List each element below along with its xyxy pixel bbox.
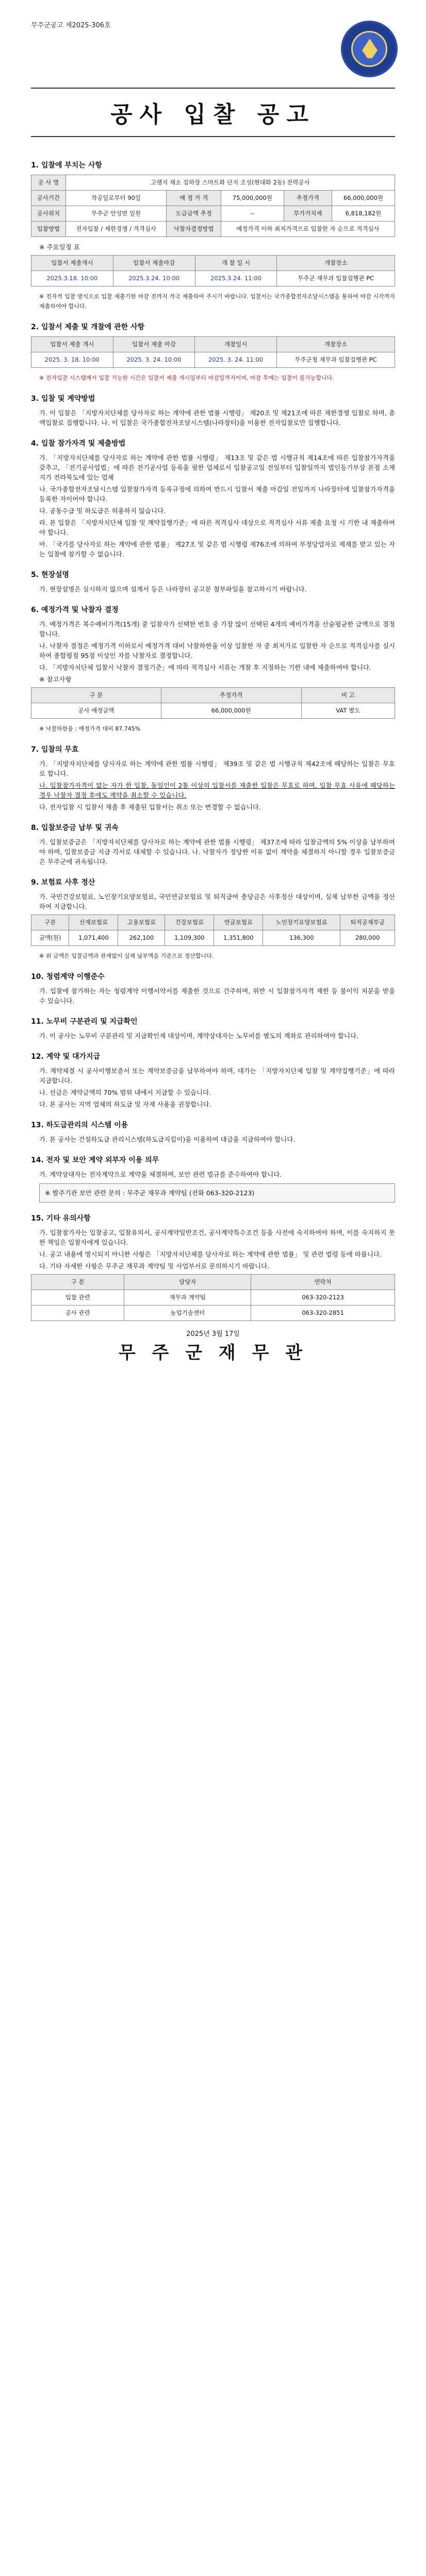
table-header: 입찰서 제출 마감 <box>113 337 195 352</box>
section-1-heading: 1. 입찰에 부치는 사항 <box>31 161 102 170</box>
table-header: 개찰장소 <box>277 256 395 271</box>
table-cell: 063-320-2123 <box>251 1290 395 1306</box>
table-cell: 공사 예정금액 <box>31 703 161 719</box>
section-15-heading: 15. 기타 유의사항 <box>31 1214 91 1223</box>
table-header: 입찰서 제출 개시 <box>31 337 113 352</box>
table-cell: 예정가격 이하 최저가격으로 입찰한 자 순으로 적격심사 <box>221 222 395 237</box>
table-cell: 2025. 3. 24. 11:00 <box>195 352 277 368</box>
table-cell: 부가가치세 <box>284 206 332 222</box>
table-title: ※ 참고사항 <box>39 675 72 683</box>
section-5-text: 가. 현장설명은 실시하지 않으며 설계서 등은 나라장터 공고문 첨부파일을 참고하시기 바랍니다. <box>39 585 307 593</box>
table-cell: 추정가격 <box>284 191 332 206</box>
table-cell: 280,000 <box>340 930 395 946</box>
list-item: 다. 기타 자세한 사항은 무주군 재무과 계약팀 및 사업부서로 문의하시기 바랍니다. <box>39 1262 270 1270</box>
table-header: 건강보험료 <box>165 915 214 930</box>
section-2-note: ※ 전자입찰 시스템에서 입찰 가능한 시간은 입찰서 제출 개시일부터 마감일까지이며, 마감 후에는 입찰이 불가능합니다. <box>39 375 334 381</box>
table-cell: 262,100 <box>118 930 165 946</box>
table-header: 입찰서 제출마감 <box>113 256 195 271</box>
section-9-heading: 9. 보험료 사후 정산 <box>31 878 95 887</box>
table-cell: VAT 별도 <box>301 703 395 719</box>
list-item: 다. 본 공사는 지역 업체의 하도급 및 자재 사용을 권장합니다. <box>39 1100 211 1108</box>
section-10-heading: 10. 청렴계약 이행준수 <box>31 973 105 981</box>
table-cell: 66,000,000원 <box>161 703 301 719</box>
table-header: 비 고 <box>301 688 395 703</box>
section-8-text: 가. 입찰보증금은 「지방자치단체를 당사자로 하는 계약에 관한 법률 시행령」 제37조에 따라 입찰금액의 5% 이상을 납부하여야 하며, 입찰보증금 지급 각서로 대체할 수 있습니다. 나. 낙찰자가 정당한 이유 없이 계약을 체결하지 아니할 경우 입찰보증금은 무주군에 귀속됩니다. <box>39 838 395 866</box>
section-12-heading: 12. 계약 및 대가지급 <box>31 1053 101 1061</box>
section-8-heading: 8. 입찰보증금 납부 및 귀속 <box>31 824 119 832</box>
list-item: 나. 낙찰자 결정은 예정가격 이하로서 예정가격 대비 낙찰하한율 이상 입찰한 자 중 최저가로 입찰한 자 순으로 적격심사를 실시하여 종합평점 95점 이상인 자를 낙찰자로 결정합니다. <box>39 642 395 659</box>
section-5-heading: 5. 현장설명 <box>31 571 70 579</box>
project-info-table <box>31 175 395 237</box>
table-header: 추정가격 <box>161 688 301 703</box>
table-header: 개찰일시 <box>195 337 277 352</box>
table-cell: 2025.3.24. 10:00 <box>113 271 195 286</box>
section-14-heading: 14. 전자 및 보안 계약 외부자 이용 의무 <box>31 1156 159 1164</box>
section-11-heading: 11. 노무비 구분관리 및 지급확인 <box>31 1018 138 1026</box>
table-cell: 1,351,800 <box>214 930 263 946</box>
list-item: 다. 「지방자치단체 입찰시 낙찰자 결정기준」에 따라 적격심사 서류는 개찰 후 지정하는 기한 내에 제출하여야 합니다. <box>39 664 372 671</box>
table-cell: 6,818,182원 <box>332 206 395 222</box>
table-header: 퇴직공제부금 <box>340 915 395 930</box>
table-header: 노인장기요양보험료 <box>263 915 340 930</box>
table-cell: 재무과 계약팀 <box>124 1290 251 1306</box>
table-cell: 입찰 관련 <box>31 1290 124 1306</box>
bid-schedule-table <box>31 336 395 368</box>
table-cell: 금액(원) <box>31 930 69 946</box>
table-cell: 공사위치 <box>31 206 66 222</box>
table-header: 개 찰 일 시 <box>195 256 277 271</box>
section-1-note: ※ 전자적 입찰 방식으로 입찰 제출기한 마감 전까지 적극 제출하여 주시기 바랍니다. 입찰서는 국가종합전자조달시스템을 통하여 마감 시각까지 제출하여야 합니다. <box>39 293 395 310</box>
table-header: 담당자 <box>124 1275 251 1290</box>
table-cell: 2025. 3. 18. 10:00 <box>31 352 113 368</box>
section-13-heading: 13. 하도급관리의 시스템 이용 <box>31 1121 128 1129</box>
issuer-name: 무 주 군 재 무 관 <box>118 1343 308 1363</box>
section-2-heading: 2. 입찰서 제출 및 개찰에 관한 사항 <box>31 323 145 331</box>
table-cell: 예 정 가 격 <box>167 191 221 206</box>
county-emblem-icon <box>341 21 398 77</box>
table-header: 개찰장소 <box>276 337 395 352</box>
estimate-table <box>31 687 395 719</box>
table-header: 연락처 <box>251 1275 395 1290</box>
table-cell: 공 사 명 <box>31 175 66 191</box>
table-cell: 착공일로부터 90일 <box>65 191 167 206</box>
table-cell: 공사기간 <box>31 191 66 206</box>
table-cell: 입찰방법 <box>31 222 66 237</box>
section-14-text: 가. 계약상대자는 전자계약으로 계약을 체결하며, 보안 관련 법규를 준수하여야 합니다. <box>39 1171 282 1178</box>
section-6-note: ※ 낙찰하한율 : 예정가격 대비 87.745% <box>39 725 141 732</box>
announcement-body <box>31 149 395 1363</box>
list-item: 나. 국가종합전자조달시스템 입찰참가자격 등록규정에 의하여 반드시 입찰서 제출 마감일 전일까지 나라장터에 입찰참가자격을 등록한 자이어야 합니다. <box>39 485 395 503</box>
list-item: 나. 공고 내용에 명시되지 아니한 사항은 「지방자치단체를 당사자로 하는 계약에 관한 법률」 및 관련 법령 등에 따릅니다. <box>39 1250 382 1258</box>
security-notice-box: ※ 발주기관 보안 관련 문의 : 무주군 재무과 계약팀 (전화 063-320-2123) <box>39 1183 395 1202</box>
schedule-table <box>31 255 395 286</box>
table-cell: 2025.3.18. 10:00 <box>31 271 113 286</box>
table-cell: 136,300 <box>263 930 340 946</box>
section-4-heading: 4. 입찰 참가자격 및 제출방법 <box>31 439 126 448</box>
announcement-date: 2025년 3월 17일 <box>186 1330 240 1338</box>
section-3-heading: 3. 입찰 및 계약방법 <box>31 395 95 403</box>
document-number: 무주군공고 제2025-306호 <box>31 22 111 29</box>
table-header: 고용보험료 <box>118 915 165 930</box>
list-item: 가. 계약체결 시 공사이행보증서 또는 계약보증금을 납부하여야 하며, 대가는 「지방자치단체 입찰 및 계약집행기준」에 따라 지급합니다. <box>39 1067 395 1084</box>
table-cell: 75,000,000원 <box>221 191 284 206</box>
table-cell: 무주군 재무과 입찰집행관 PC <box>277 271 395 286</box>
page-title: 공사 입찰 공고 <box>31 88 395 137</box>
list-item: 마. 「국가를 당사자로 하는 계약에 관한 법률」 제27조 및 같은 법 시행령 제76조에 의하여 부정당업자로 제재를 받고 있는 자는 입찰에 참가할 수 없습니다. <box>39 540 395 558</box>
list-item: 가. 입찰참가자는 입찰공고, 입찰유의서, 공사계약일반조건, 공사계약특수조건 등을 사전에 숙지하여야 하며, 이를 숙지하지 못한 책임은 입찰자에게 있습니다. <box>39 1229 395 1246</box>
section-9-text: 가. 국민건강보험료, 노인장기요양보험료, 국민연금보험료 및 퇴직급여 충당금은 사후정산 대상이며, 실제 납부한 금액을 정산하여 지급합니다. <box>39 893 395 910</box>
table-cell: 농업기술센터 <box>124 1306 251 1321</box>
table-header: 연금보험료 <box>214 915 263 930</box>
contact-table <box>31 1274 395 1321</box>
table-cell: 063-320-2851 <box>251 1306 395 1321</box>
section-3-text: 가. 이 입찰은 「지방자치단체를 당사자로 하는 계약에 관한 법률 시행령」 제20조 및 제21조에 따른 제한경쟁 입찰로 하며, 총액입찰로 집행합니다. 나. 이 입찰은 국가종합전자조달시스템(나라장터)을 이용한 전자입찰로만 집행합니다. <box>39 409 395 427</box>
list-item: 다. 전자입찰 시 입찰서 제출 후 제출된 입찰서는 취소 또는 변경할 수 없습니다. <box>39 803 261 811</box>
list-item: 가. 예정가격은 복수예비가격(15개) 중 입찰자가 선택한 번호 중 가장 많이 선택된 4개의 예비가격을 산술평균한 금액으로 결정합니다. <box>39 620 395 638</box>
list-item: 가. 「지방자치단체를 당사자로 하는 계약에 관한 법률 시행령」 제39조 및 같은 법 시행규칙 제42조에 해당하는 입찰은 무효로 합니다. <box>39 760 395 777</box>
table-cell: 고랭지 채소 집하장 스마트화 단지 조성(현대화 2동) 전력공사 <box>65 175 395 191</box>
schedule-heading: ※ 주요일정 표 <box>39 243 80 251</box>
table-cell: 2025. 3. 24. 10:00 <box>113 352 195 368</box>
table-cell: 1,109,300 <box>165 930 214 946</box>
table-cell: 도급금액 추정 <box>167 206 221 222</box>
table-header: 구 분 <box>31 688 161 703</box>
section-9-note: ※ 위 금액은 입찰금액과 관계없이 실제 납부액을 기준으로 정산합니다. <box>39 953 214 959</box>
list-item: 나. 선금은 계약금액의 70% 범위 내에서 지급할 수 있습니다. <box>39 1089 211 1096</box>
list-item: 가. 「지방자치단체를 당사자로 하는 계약에 관한 법률 시행령」 제13조 및 같은 법 시행규칙 제14조에 따른 입찰참가자격을 갖추고, 「전기공사업법」에 따른 전기공사업 등록을 필한 업체로서 입찰공고일 전일부터 입찰일까지 법인등기부상 본점 소재지가 전라북도에 있는 업체 <box>39 454 395 481</box>
table-cell: 공사 관련 <box>31 1306 124 1321</box>
table-cell: 전자입찰 / 제한경쟁 / 적격심사 <box>65 222 167 237</box>
list-item: 다. 공동수급 및 하도급은 허용하지 않습니다. <box>39 507 166 515</box>
table-cell: 1,071,400 <box>69 930 118 946</box>
table-cell: 무주군청 재무과 입찰집행관 PC <box>276 352 395 368</box>
table-header: 입찰서 제출개시 <box>31 256 113 271</box>
section-6-heading: 6. 예정가격 및 낙찰자 결정 <box>31 606 119 614</box>
table-cell: 66,000,000원 <box>332 191 395 206</box>
list-item: 라. 본 입찰은 「지방자치단체 입찰 및 계약집행기준」에 따른 적격심사 대상으로 적격심사 서류 제출 요청 시 기한 내 제출하여야 합니다. <box>39 519 395 536</box>
table-cell: -- <box>221 206 284 222</box>
table-cell: 무주군 안성면 일원 <box>65 206 167 222</box>
insurance-table <box>31 914 395 946</box>
list-item: 나. 입찰참가자격이 없는 자가 한 입찰, 동일인이 2통 이상의 입찰서를 제출한 입찰은 무효로 하며, 입찰 무효 사유에 해당하는 경우 낙찰자 결정 후에도 계약을 취소할 수 있습니다. <box>39 782 395 799</box>
section-13-text: 가. 본 공사는 건설하도급 관리시스템(하도급지킴이)을 이용하여 대금을 지급하여야 합니다. <box>39 1136 296 1143</box>
section-11-text: 가. 이 공사는 노무비 구분관리 및 지급확인제 대상이며, 계약상대자는 노무비를 별도의 계좌로 관리하여야 합니다. <box>39 1032 359 1040</box>
table-header: 구분 <box>31 915 69 930</box>
table-cell: 낙찰자결정방법 <box>167 222 221 237</box>
table-header: 산재보험료 <box>69 915 118 930</box>
section-10-text: 가. 입찰에 참가하는 자는 청렴계약 이행서약서를 제출한 것으로 간주하며, 위반 시 입찰참가자격 제한 등 불이익 처분을 받을 수 있습니다. <box>39 987 395 1005</box>
table-cell: 2025.3.24. 11:00 <box>195 271 277 286</box>
section-7-heading: 7. 입찰의 무효 <box>31 745 79 754</box>
table-header: 구 분 <box>31 1275 124 1290</box>
